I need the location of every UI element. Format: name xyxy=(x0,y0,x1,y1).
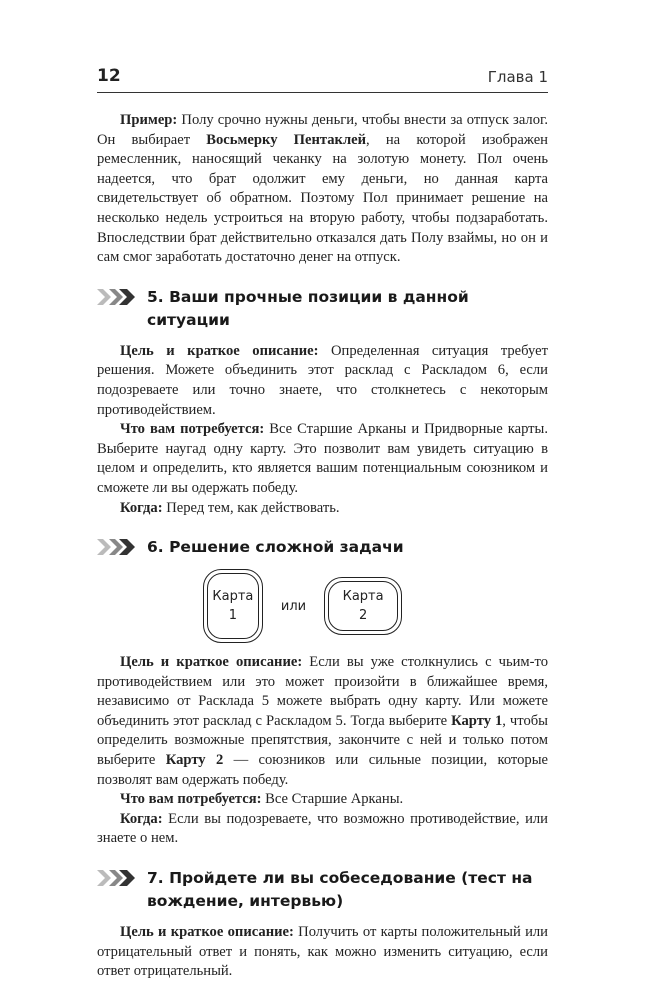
example-paragraph xyxy=(97,111,548,268)
goal-text: Получить от карты положительный или отрицательный ответ и понять, как можно изменить ситуацию, если ответ отрицательный. xyxy=(97,924,548,980)
card-diagram xyxy=(97,569,548,643)
chevrons-icon xyxy=(97,870,137,886)
section-7-body xyxy=(97,923,548,982)
section-6-title: 6. Решение сложной задачи xyxy=(147,538,404,557)
card-1-label: Карта xyxy=(212,589,254,605)
need-label: Что вам потребуется: xyxy=(120,421,265,438)
card-2-ref: Карту 2 xyxy=(165,752,224,769)
card-1-position xyxy=(203,569,263,643)
need-text: Все Старшие Арканы и Придворные карты. Выберите наугад одну карту. Это позволит вам увидеть ситуацию в целом и определить, кто является вашим потенциальным союзником и сможете ли вы одержать победу. xyxy=(97,421,549,496)
or-label: или xyxy=(280,598,307,614)
section-7-heading xyxy=(97,867,548,913)
when-text: Если вы подозреваете, что возможно противодействие, или знаете о нем. xyxy=(97,810,548,847)
card-2-label: Карта xyxy=(342,589,384,605)
goal-text: Определенная ситуация требует решения. Можете объединить этот расклад с Раскладом 6, если подозреваете или точно знаете, что столкнетесь с некоторым противодействием. xyxy=(97,342,548,418)
example-card: Восьмерку Пентаклей xyxy=(206,131,367,148)
card-1-number: 1 xyxy=(228,608,238,624)
section-7-title: 7. Пройдете ли вы собеседование (тест на вождение, интервью) xyxy=(147,869,533,911)
example-text: , на которой изображен ремесленник, наносящий чеканку на золотую монету. Пол очень надеется, что брат одолжит ему деньги, но данная карта свидетельствует об обратном. Поэтому Пол принимает решение на несколько недель устроиться на вторую работу, чтобы подзаработать. Впоследствии брат действительно отказался дать Полу взаймы, но он и сам смог заработать достаточно денег на отпуск. xyxy=(97,131,548,266)
goal-text: , чтобы определить возможные препятствия, закончите с ней и только потом выберите xyxy=(97,712,548,769)
example-text: Полу срочно нужны деньги, чтобы внести за отпуск залог. Он выбирает xyxy=(97,112,548,148)
need-text: Все Старшие Арканы. xyxy=(261,791,404,808)
section-6-body xyxy=(97,653,548,849)
section-5-heading xyxy=(97,286,548,332)
page-body xyxy=(97,111,548,982)
header-divider xyxy=(97,92,548,93)
card-2-number: 2 xyxy=(358,608,368,624)
chevrons-icon xyxy=(97,289,137,305)
chevrons-icon xyxy=(97,539,137,555)
goal-label: Цель и краткое описание: xyxy=(120,924,294,941)
goal-label: Цель и краткое описание: xyxy=(120,342,319,359)
page-number: 12 xyxy=(97,66,121,86)
section-5-body xyxy=(97,342,548,518)
card-2-position xyxy=(324,577,402,635)
when-label: Когда: xyxy=(120,810,163,827)
when-text: Перед тем, как действовать. xyxy=(162,499,340,516)
chapter-title: Глава 1 xyxy=(487,68,548,86)
example-label: Пример: xyxy=(120,112,178,128)
card-1-ref: Карту 1 xyxy=(451,712,503,729)
section-5-title: 5. Ваши прочные позиции в данной ситуации xyxy=(147,287,469,329)
goal-text: Если вы уже столкнулись с чьим-то противодействием или это может произойти в ближайшее время, независимо от Расклада 5 можете выбрать одну карту. Или можете объединить этот расклад с Раскладом 5. Тогда выберите xyxy=(97,654,548,729)
need-label: Что вам потребуется: xyxy=(120,791,262,808)
goal-text: — союзников или сильные позиции, которые позволят вам одержать победу. xyxy=(97,752,548,788)
when-label: Когда: xyxy=(120,499,163,516)
goal-label: Цель и краткое описание: xyxy=(120,654,303,671)
section-6-heading xyxy=(97,536,548,559)
